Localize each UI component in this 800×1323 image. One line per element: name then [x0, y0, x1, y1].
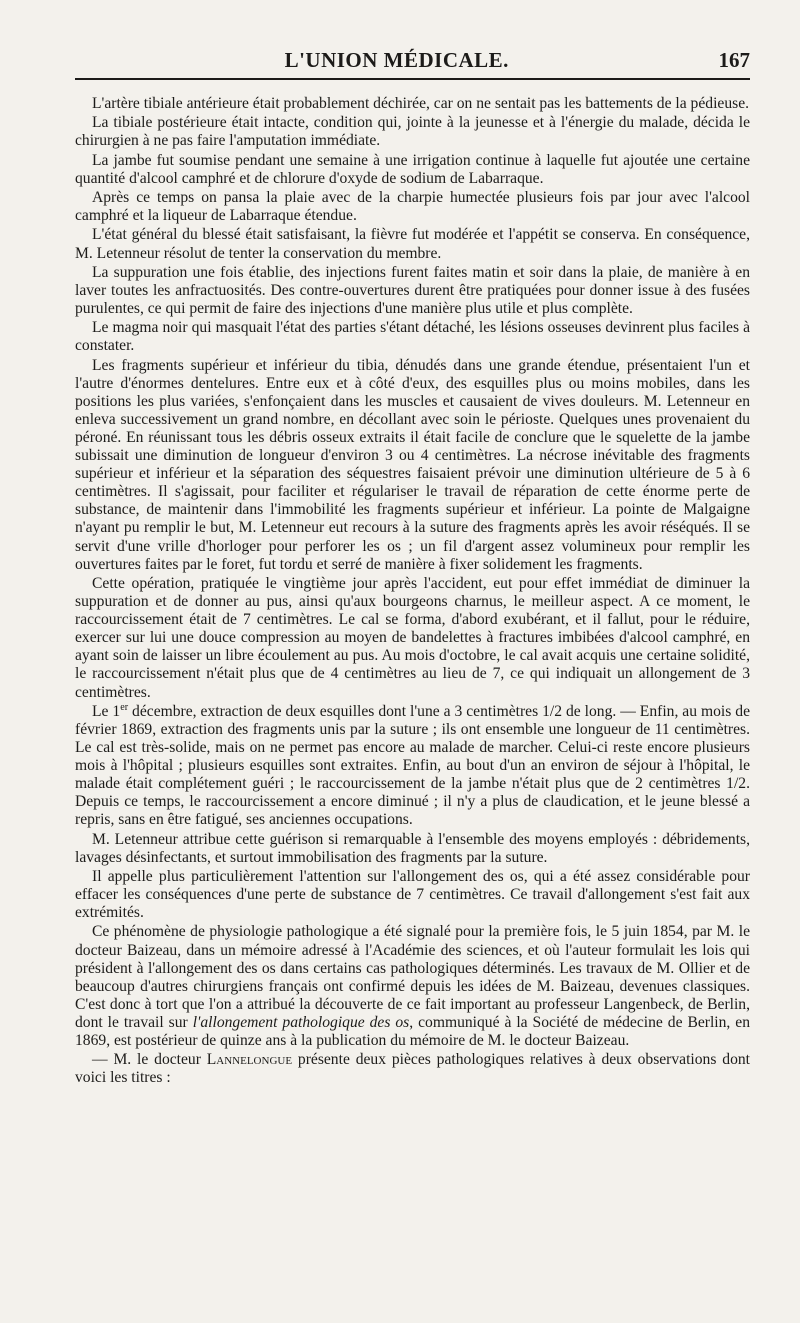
paragraph-lead: Ce phénomène de physiologie pathologique a été signalé pour la première fois, le 5 juin 1854, par M. le docteur Baizeau, dans un mémoire adressé à l'Académie des sciences, et où l'auteur formulait les lois qui président à l'allongement des os dans certains cas pathologiques déterminés. Les travaux de M. Ollier et de beaucoup d'autres chirurgiens français ont confirmé depuis les idées de M. Baizeau, devenues classiques. C'est donc à tort que l'on a attribué la découverte de ce fait important au professeur Langenbeck, de Berlin, dont le travail sur	[75, 923, 750, 1031]
paragraph-lead: Le 1	[92, 702, 121, 720]
paragraph: L'artère tibiale antérieure était probablement déchirée, car on ne sentait pas les battements de la pédieuse.	[92, 95, 750, 112]
paragraph-rest: présente deux pièces pathologiques relatives à deux observations dont voici les titres :	[75, 1051, 750, 1087]
paragraph-rest: décembre, extraction de deux esquilles dont l'une a 3 centimètres 1/2 de long. — Enfin, au mois de février 1869, extraction des fragments unis par la suture ; ils ont ensemble une longueur de 11 centimètres. Le cal est très-solide, mais on ne permet pas encore au malade de marcher. Celui-ci reste encore plusieurs mois à l'hôpital ; plusieurs esquilles sont extraites. Enfin, au bout d'un an environ de séjour à l'hôpital, le malade était complétement guéri ; le raccourcissement de la jambe n'était plus que de 2 centimètres 1/2. Depuis ce temps, le raccourcissement a encore diminué ; il n'y a plus de claudication, et le jeune blessé a repris, sans en être fatigué, ses anciennes occupations.	[75, 702, 750, 829]
paragraph: La suppuration une fois établie, des injections furent faites matin et soir dans la plaie, de manière à en laver toutes les anfractuosités. Des contre-ouvertures durent être pratiquées pour donner issue à des fusées purulentes, ce qui permit de faire des injections d'une manière plus utile et plus complète.	[75, 263, 750, 317]
running-title: L'UNION MÉDICALE.	[284, 48, 509, 72]
article-body	[75, 95, 750, 1089]
page-header	[75, 48, 750, 74]
author-name-small-caps: Lannelongue	[206, 1051, 293, 1069]
italic-work-title: l'allongement pathologique des os	[192, 1013, 410, 1031]
paragraph: Il appelle plus particulièrement l'attention sur l'allongement des os, qui a été assez considérable pour effacer les conséquences d'une perte de substance de 7 centimètres. Ce travail d'allongement s'est fait aux extrémités.	[75, 868, 750, 922]
ordinal-superscript: er	[120, 701, 129, 713]
paragraph: Les fragments supérieur et inférieur du tibia, dénudés dans une grande étendue, présentaient l'un et l'autre d'énormes dentelures. Entre eux et à côté d'eux, des esquilles plus ou moins mobiles, dans les positions les plus variées, s'enfonçaient dans les muscles et causaient de vives douleurs. M. Letenneur en enleva successivement un grand nombre, en décollant avec soin le périoste. Quelques unes provenaient du péroné. En réunissant tous les débris osseux extraits il était facile de conclure que le squelette de la jambe subissait une diminution de longueur d'environ 3 ou 4 centimètres. La nécrose inévitable des fragments supérieur et inférieur et la séparation des séquestres faisaient prévoir une diminution ultérieure de 5 à 6 centimètres. Il s'agissait, pour faciliter et régulariser le travail de réparation de cette énorme perte de substance, de maintenir dans l'immobilité les fragments supérieur et inférieur. La pointe de Malgaigne n'ayant pu remplir le but, M. Letenneur eut recours à la suture des fragments après les avoir réséqués. Il se servit d'une vrille d'horloger pour perforer les os ; un fil d'argent assez volumineux pour remplir les ouvertures faites par le foret, fut tordu et serré de manière à fixer solidement les fragments.	[75, 356, 750, 573]
page-number: 167	[718, 48, 750, 72]
paragraph	[75, 923, 750, 1050]
header-rule	[75, 78, 750, 80]
paragraph	[75, 1051, 750, 1087]
paragraph: M. Letenneur attribue cette guérison si remarquable à l'ensemble des moyens employés : débridements, lavages désinfectants, et surtout immobilisation des fragments par la suture.	[75, 830, 750, 866]
paragraph: Après ce temps on pansa la plaie avec de la charpie humectée plusieurs fois par jour avec l'alcool camphré et la liqueur de Labarraque étendue.	[75, 189, 750, 225]
paragraph: Cette opération, pratiquée le vingtième jour après l'accident, eut pour effet immédiat de diminuer la suppuration et de donner au pus, ainsi qu'aux bourgeons charnus, le meilleur aspect. A ce moment, le raccourcissement était de 7 centimètres. Le cal se forma, d'abord exubérant, et il fallut, pour le réduire, exercer sur lui une douce compression au moyen de bandelettes à fractures imbibées d'alcool camphré, en ayant soin de laisser un libre écoulement au pus. Au mois d'octobre, le cal avait acquis une certaine solidité, le raccourcissement n'était plus que de 4 centimètres au lieu de 7, ce qui indiquait un allongement de 3 centimètres.	[75, 574, 750, 701]
paragraph-rest: , communiqué à la Société de médecine de Berlin, en 1869, est postérieur de quinze ans à la publication du mémoire de M. le docteur Baizeau.	[75, 1013, 750, 1050]
paragraph-lead: — M. le docteur	[92, 1051, 207, 1069]
paragraph: Le magma noir qui masquait l'état des parties s'étant détaché, les lésions osseuses devinrent plus faciles à constater.	[75, 319, 750, 355]
paragraph: La tibiale postérieure était intacte, condition qui, jointe à la jeunesse et à l'énergie du malade, décida le chirurgien à ne pas faire l'amputation immédiate.	[75, 114, 750, 150]
paragraph: La jambe fut soumise pendant une semaine à une irrigation continue à laquelle fut ajoutée une certaine quantité d'alcool camphré et de chlorure d'oxyde de sodium de Labarraque.	[75, 151, 750, 187]
paragraph	[75, 703, 750, 830]
paragraph: L'état général du blessé était satisfaisant, la fièvre fut modérée et l'appétit se conserva. En conséquence, M. Letenneur résolut de tenter la conservation du membre.	[75, 226, 750, 262]
